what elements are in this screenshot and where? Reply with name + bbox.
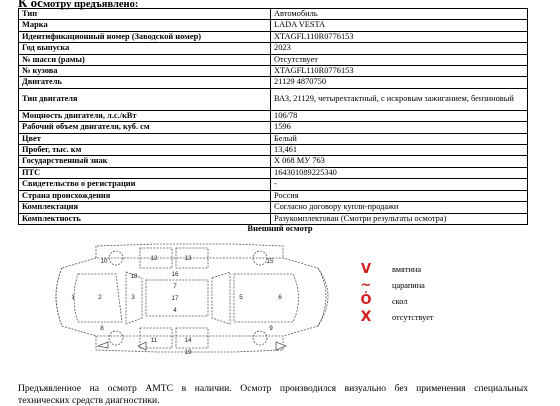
heading-text: мотру предъявлено:	[42, 0, 139, 10]
spec-row	[19, 110, 528, 121]
spec-value: 13,461	[271, 145, 528, 156]
panel-trunk	[234, 274, 299, 322]
spec-row	[19, 54, 528, 65]
legend-dent-symbol: V	[360, 262, 372, 277]
panel-number-label: 6	[278, 294, 282, 301]
panel-front-bumper	[56, 268, 62, 326]
spec-row	[19, 9, 528, 20]
legend-missing-label: отсутствует	[392, 313, 434, 322]
inspection-note-line2: технических средств диагностики.	[18, 395, 160, 406]
spec-row	[19, 133, 528, 144]
spec-label: Цвет	[19, 133, 271, 144]
panel-number-label: 9	[269, 325, 273, 332]
spec-label: № шасси (рамы)	[19, 54, 271, 65]
panel-number-label: 15	[266, 258, 274, 265]
panel-number-label: 10	[100, 258, 108, 265]
spec-label: Двигатель	[19, 77, 271, 88]
spec-value: Х 068 МУ 763	[271, 156, 528, 167]
spec-label: Мощность двигателя, л.с./кВт	[19, 110, 271, 121]
spec-row	[19, 145, 528, 156]
car-body-diagram	[48, 238, 338, 358]
legend-scratch-label: царапина	[392, 281, 425, 290]
vehicle-spec-table	[18, 8, 528, 225]
spec-value: Белый	[271, 133, 528, 144]
spec-row	[19, 190, 528, 201]
spec-label: Свидетельство о регистрации	[19, 179, 271, 190]
spec-label: Год выпуска	[19, 43, 271, 54]
panel-number-label: 18	[130, 273, 138, 280]
panel-number-label: 13	[184, 255, 192, 262]
panel-number-label: 14	[184, 337, 192, 344]
spec-label: Комплектность	[19, 213, 271, 224]
damage-legend	[358, 262, 498, 330]
spec-label: Идентификационный номер (Заводской номер)	[19, 31, 271, 42]
spec-row	[19, 88, 528, 110]
spec-value: Согласно договору купли-продажи	[271, 202, 528, 213]
panel-number-label: 1	[71, 294, 75, 301]
panel-lower-rear-window	[176, 328, 208, 348]
legend-missing-symbol: X	[360, 309, 372, 325]
inspection-title: Внешний осмотр	[247, 223, 313, 233]
spec-label: Пробег, тыс. км	[19, 145, 271, 156]
spec-row	[19, 77, 528, 88]
panel-number-label: 5	[239, 294, 243, 301]
spec-value: Разукомплектован (Смотри результаты осмотра)	[271, 213, 528, 224]
car-outline	[56, 258, 328, 336]
mirror-right-mark	[98, 342, 108, 348]
panel-number-label: 8	[100, 325, 104, 332]
spec-row	[19, 122, 528, 133]
spec-label: № кузова	[19, 66, 271, 77]
panel-number-label: 11	[150, 337, 158, 344]
spec-row	[19, 179, 528, 190]
spec-row	[19, 167, 528, 178]
inspection-note-line1: Предъявленное на осмотр АМТС в наличии. Осмотр производился визуально без применения специальных	[18, 383, 528, 394]
spec-value: XTAGFL110R0776153	[271, 31, 528, 42]
spec-value: ВАЗ, 21129, четырехтактный, с искровым зажиганием, бензиновый	[271, 88, 528, 110]
heading-cut-text: К ос	[18, 0, 43, 10]
spec-row	[19, 20, 528, 31]
panel-rear-bumper	[318, 268, 326, 326]
spec-value: Автомобиль	[271, 9, 528, 20]
legend-chip-symbol: Ȯ	[360, 293, 372, 308]
panel-number-label: 16	[171, 271, 179, 278]
panel-number-label: 7	[173, 283, 177, 290]
spec-value: -	[271, 179, 528, 190]
panel-number-label: 12	[150, 255, 158, 262]
side-mark-right	[138, 342, 146, 350]
spec-value: Россия	[271, 190, 528, 201]
spec-value: 164301089225340	[271, 167, 528, 178]
spec-label: Комплектация	[19, 202, 271, 213]
spec-value: 21129 4870750	[271, 77, 528, 88]
spec-label: Рабочий объем двигателя, куб. см	[19, 122, 271, 133]
panel-number-label: 19	[184, 349, 192, 356]
spec-label: Марка	[19, 20, 271, 31]
panel-number-label: 4	[173, 307, 177, 314]
spec-value: 2023	[271, 43, 528, 54]
spec-value: XTAGFL110R0776153	[271, 66, 528, 77]
spec-value: 106/78	[271, 110, 528, 121]
spec-label: Тип двигателя	[19, 88, 271, 110]
wheel-rear-right	[253, 331, 267, 345]
spec-label: ПТС	[19, 167, 271, 178]
spec-label: Страна происхождения	[19, 190, 271, 201]
spec-row	[19, 66, 528, 77]
spec-label: Тип	[19, 9, 271, 20]
spec-value: LADA VESTA	[271, 20, 528, 31]
spec-row	[19, 156, 528, 167]
spec-value: 1596	[271, 122, 528, 133]
legend-dent-label: вмятина	[392, 265, 422, 274]
panel-number-label: 3	[131, 294, 135, 301]
spec-row	[19, 202, 528, 213]
spec-label: Государственный знак	[19, 156, 271, 167]
panel-number-label: 17	[171, 295, 179, 302]
spec-value: Отсутствует	[271, 54, 528, 65]
legend-scratch-symbol: ~	[360, 278, 372, 293]
spec-row	[19, 31, 528, 42]
panel-rear-window	[212, 272, 230, 324]
wheel-front-right	[109, 331, 123, 345]
panel-number-label: 2	[98, 294, 102, 301]
mirror-rear-right-mark	[276, 342, 286, 350]
spec-row	[19, 43, 528, 54]
legend-chip-label: скол	[392, 297, 408, 306]
